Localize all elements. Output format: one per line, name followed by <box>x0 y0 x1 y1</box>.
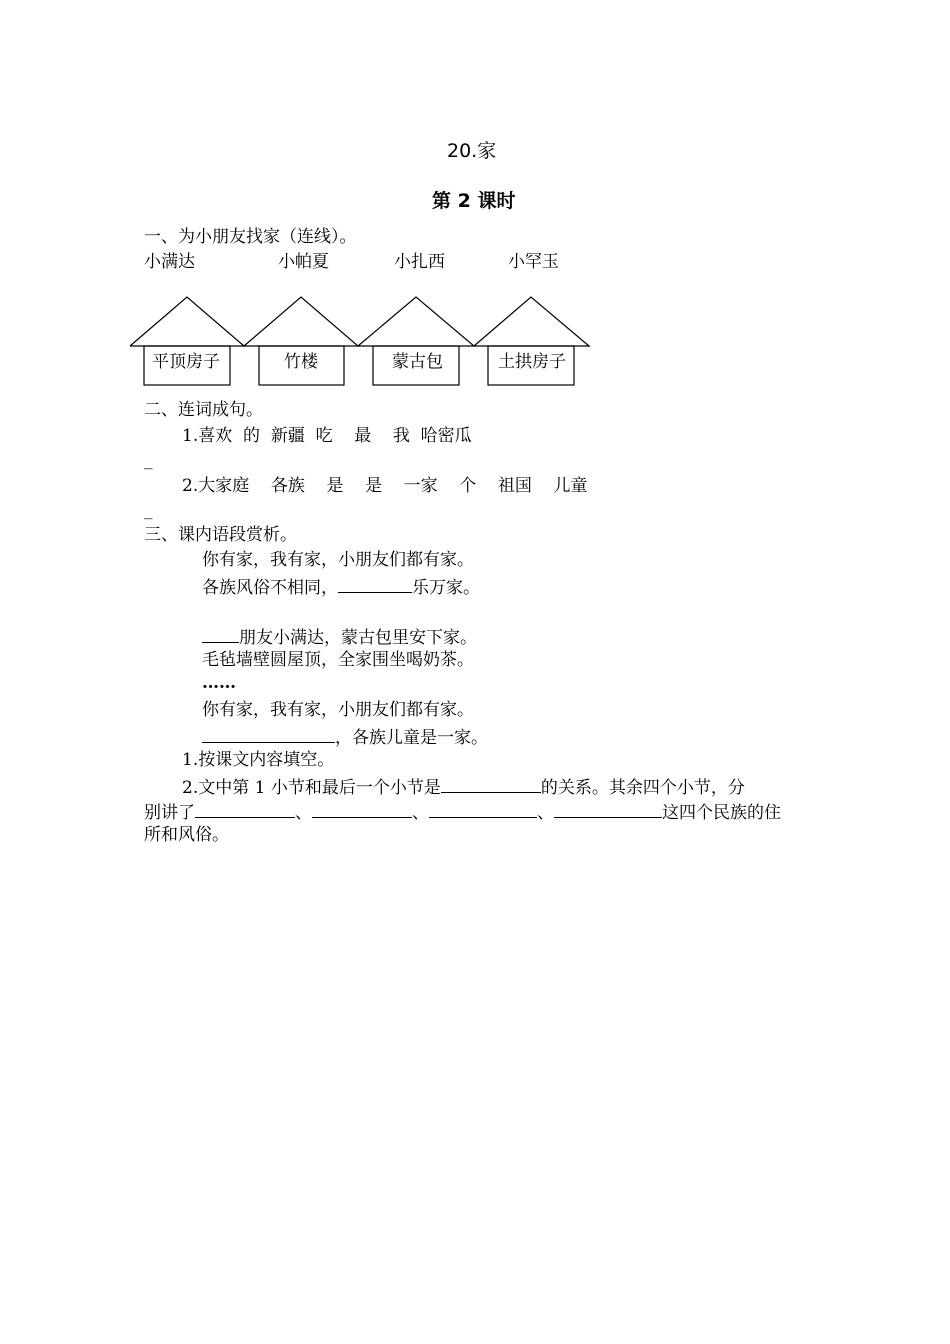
fill-blank-3[interactable] <box>202 727 335 743</box>
fill-blank-1[interactable] <box>338 577 412 593</box>
house-label-2: 竹楼 <box>284 352 318 372</box>
section3-heading: 三、课内语段赏析。 <box>144 525 297 545</box>
fill-blank-ethnic-4[interactable] <box>554 802 662 818</box>
lesson-subtitle: 第 2 课时 <box>432 190 516 212</box>
section2-heading: 二、连词成句。 <box>144 400 263 420</box>
section1-heading: 一、为小朋友找家（连线）。 <box>144 227 357 247</box>
fill-blank-ethnic-1[interactable] <box>195 802 295 818</box>
fill-blank-ethnic-3[interactable] <box>429 802 537 818</box>
passage-line-5: 你有家，我有家，小朋友们都有家。 <box>202 700 474 720</box>
question-3-2-cont: 别讲了 、 、 、 这四个民族的住 <box>144 803 781 823</box>
houses-diagram <box>0 0 950 400</box>
answer-line-2: _ <box>144 500 153 520</box>
answer-line-1: _ <box>144 450 153 470</box>
worksheet-title: 20.家 <box>447 140 497 162</box>
fill-blank-relation[interactable] <box>441 777 541 793</box>
passage-line-1: 你有家，我有家，小朋友们都有家。 <box>202 550 474 570</box>
child-name-3: 小扎西 <box>394 252 445 272</box>
fill-blank-2[interactable] <box>202 627 239 643</box>
house-label-3: 蒙古包 <box>392 352 443 372</box>
passage-ellipsis: …… <box>202 673 236 693</box>
sentence-question-2: 2.大家庭 各族 是 是 一家 个 祖国 儿童 <box>182 476 588 496</box>
passage-line-4: 毛毡墙壁圆屋顶，全家围坐喝奶茶。 <box>202 650 474 670</box>
question-3-2-end: 所和风俗。 <box>144 825 229 845</box>
child-name-1: 小满达 <box>144 252 195 272</box>
fill-blank-ethnic-2[interactable] <box>312 802 412 818</box>
passage-line-2: 各族风俗不相同， 乐万家。 <box>202 578 480 598</box>
house-label-1: 平顶房子 <box>152 352 220 372</box>
sentence-question-1: 1.喜欢 的 新疆 吃 最 我 哈密瓜 <box>182 426 472 446</box>
passage-line-3: 朋友小满达，蒙古包里安下家。 <box>202 627 477 647</box>
question-3-1: 1.按课文内容填空。 <box>182 750 335 770</box>
passage-line-6: ，各族儿童是一家。 <box>202 727 488 747</box>
child-name-2: 小帕夏 <box>278 252 329 272</box>
house-label-4: 土拱房子 <box>498 352 566 372</box>
question-3-2: 2.文中第 1 小节和最后一个小节是 的关系。其余四个小节，分 <box>182 778 745 798</box>
child-name-4: 小罕玉 <box>508 252 559 272</box>
